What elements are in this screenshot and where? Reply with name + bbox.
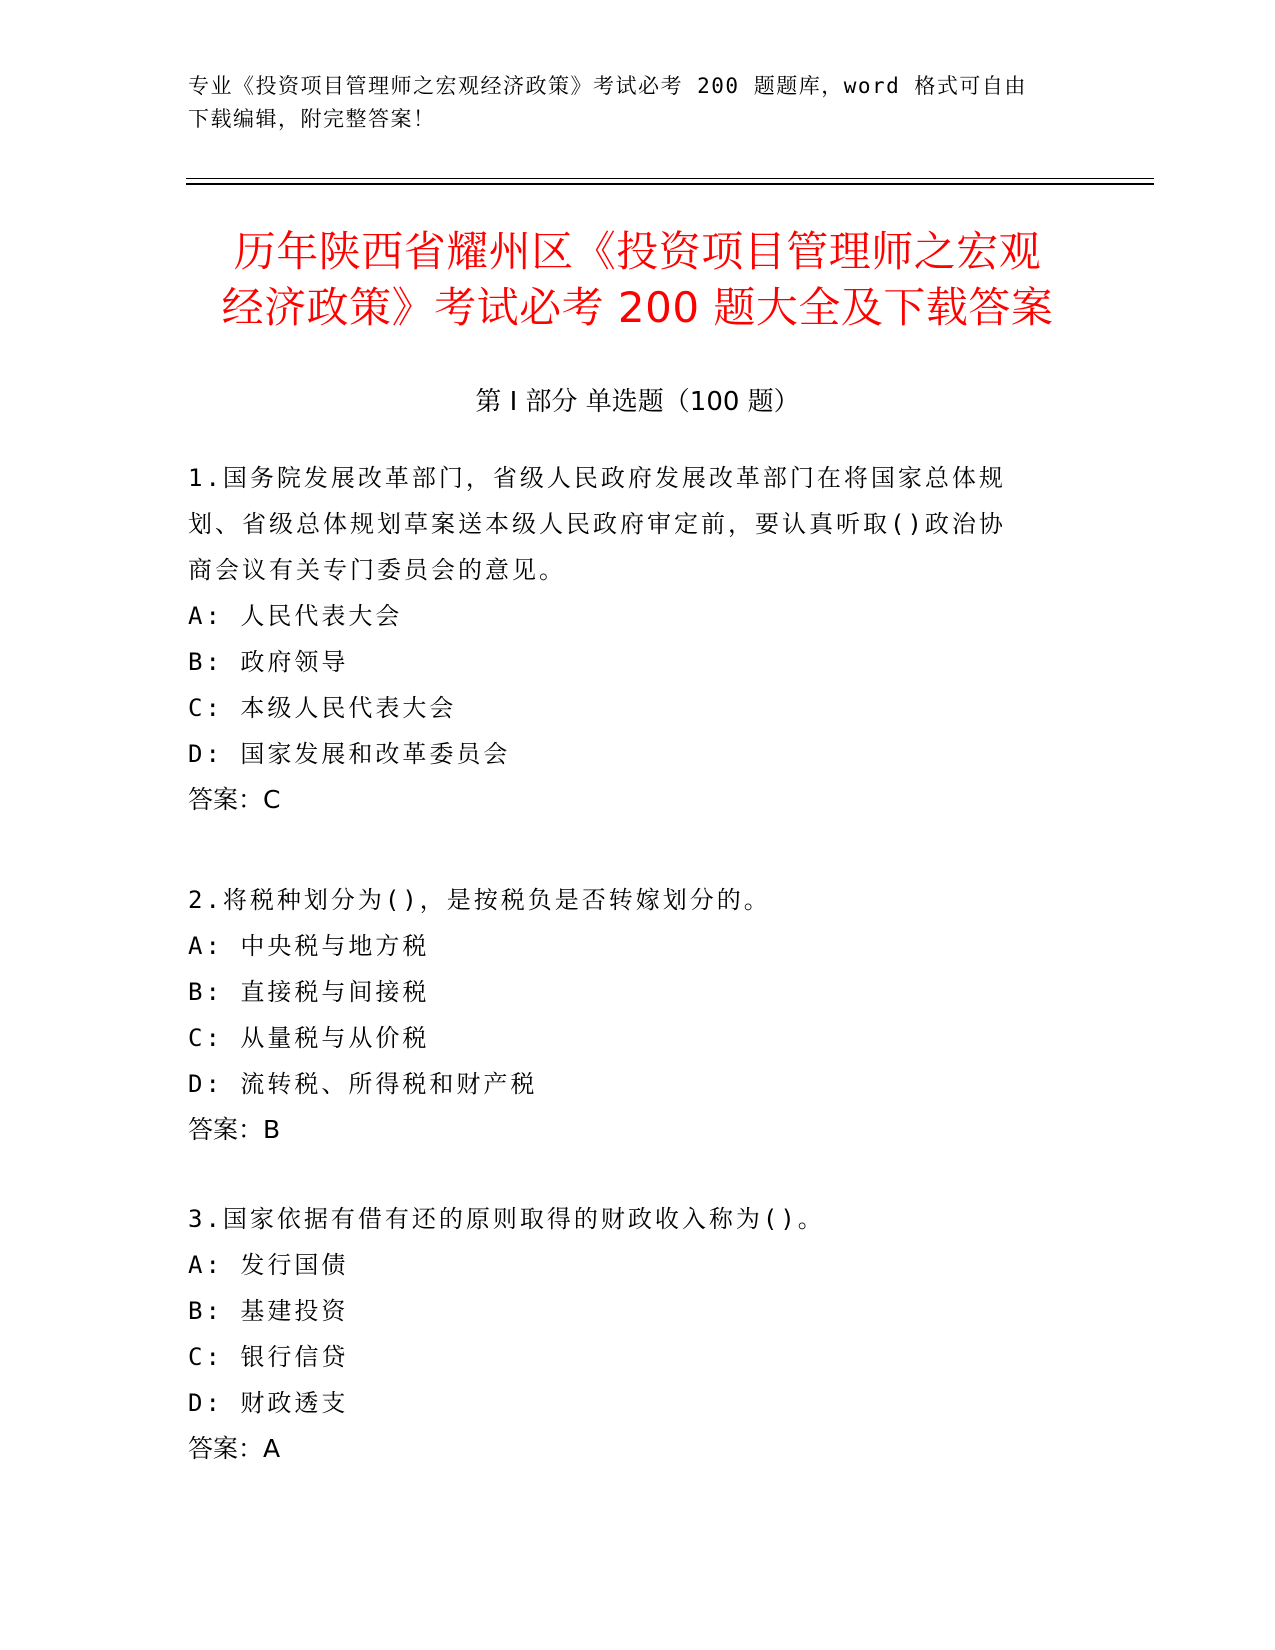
title-line: 历年陕西省耀州区《投资项目管理师之宏观 xyxy=(233,227,1042,276)
document-header xyxy=(188,70,1088,136)
option-c: C: 银行信贷 xyxy=(188,1343,349,1371)
option-b: B: 政府领导 xyxy=(188,648,349,676)
header-line: 专业《投资项目管理师之宏观经济政策》考试必考 200 题题库，word 格式可自由 xyxy=(188,74,1027,98)
question-stem: 3.国家依据有借有还的原则取得的财政收入称为()。 xyxy=(188,1205,825,1233)
option-d: D: 国家发展和改革委员会 xyxy=(188,740,511,768)
answer: 答案：B xyxy=(188,1115,281,1144)
option-c: C: 从量税与从价税 xyxy=(188,1024,430,1052)
document-title xyxy=(150,224,1125,336)
answer: 答案：C xyxy=(188,785,281,814)
question-stem: 1.国务院发展改革部门，省级人民政府发展改革部门在将国家总体规 xyxy=(188,464,1006,492)
section-heading: 第 I 部分 单选题（100 题） xyxy=(475,387,800,417)
title-line: 经济政策》考试必考 200 题大全及下载答案 xyxy=(221,283,1054,332)
question-3 xyxy=(188,1196,1068,1472)
option-a: A: 中央税与地方税 xyxy=(188,932,430,960)
option-b: B: 基建投资 xyxy=(188,1297,349,1325)
question-stem: 商会议有关专门委员会的意见。 xyxy=(188,556,566,584)
header-divider-thin xyxy=(186,178,1154,179)
question-2 xyxy=(188,877,1068,1153)
option-c: C: 本级人民代表大会 xyxy=(188,694,457,722)
option-a: A: 人民代表大会 xyxy=(188,602,403,630)
header-divider-thick xyxy=(186,183,1154,185)
question-stem: 划、省级总体规划草案送本级人民政府审定前，要认真听取()政治协 xyxy=(188,510,1006,538)
option-d: D: 流转税、所得税和财产税 xyxy=(188,1070,538,1098)
question-1 xyxy=(188,455,1068,823)
option-b: B: 直接税与间接税 xyxy=(188,978,430,1006)
answer: 答案：A xyxy=(188,1434,281,1463)
header-line: 下载编辑，附完整答案！ xyxy=(188,107,436,131)
option-a: A: 发行国债 xyxy=(188,1251,349,1279)
option-d: D: 财政透支 xyxy=(188,1389,349,1417)
question-stem: 2.将税种划分为()，是按税负是否转嫁划分的。 xyxy=(188,886,771,914)
